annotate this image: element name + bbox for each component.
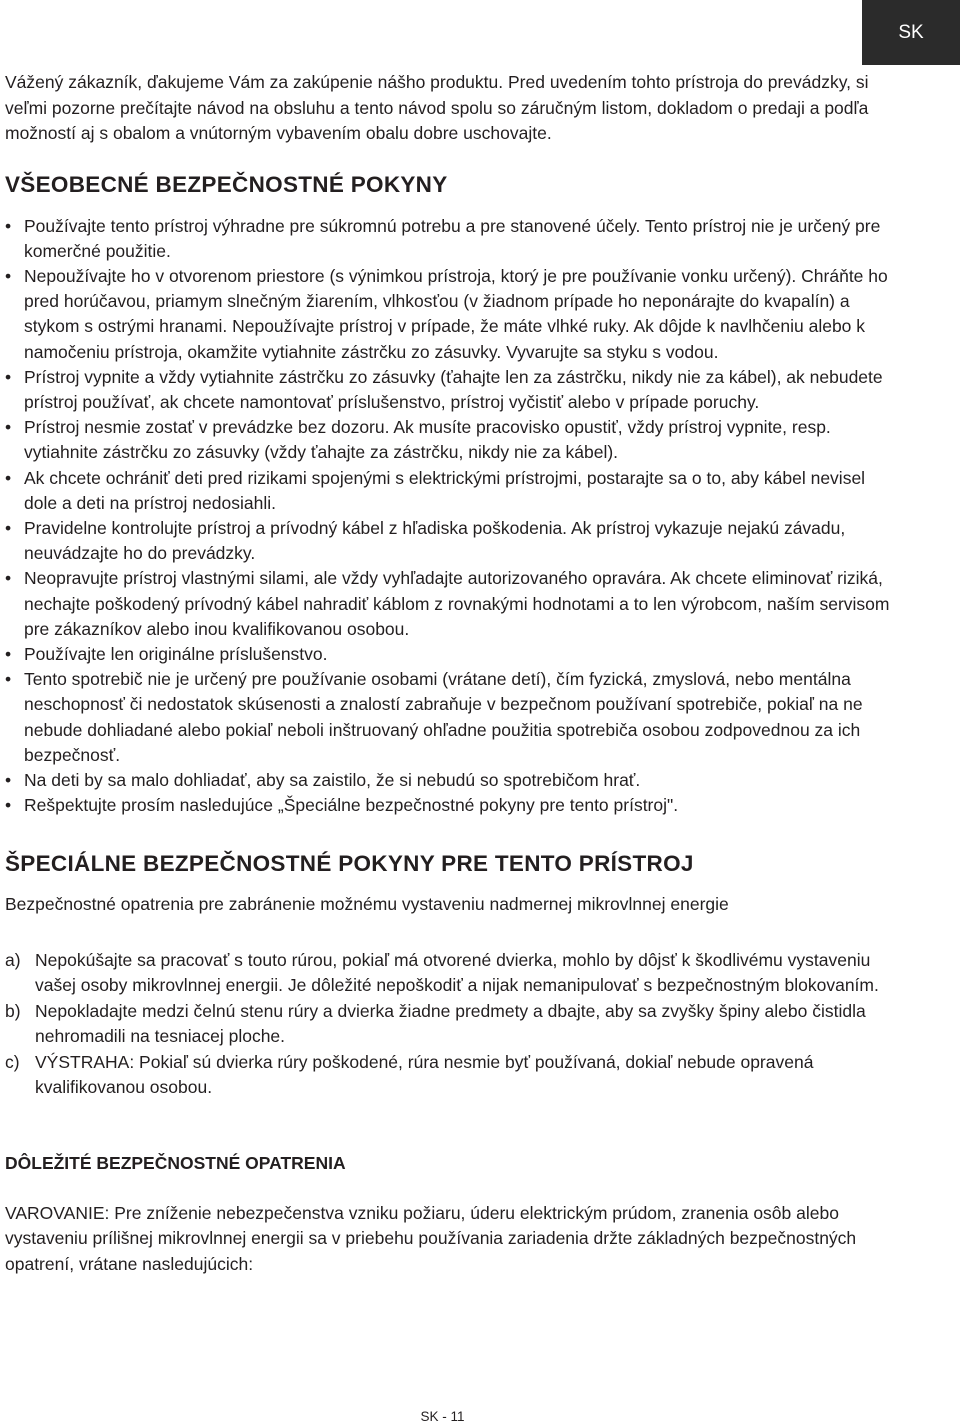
warning-paragraph: VAROVANIE: Pre zníženie nebezpečenstva vzniku požiaru, úderu elektrickým prúdom, zranenia osôb alebo vystaveniu prílišnej mikrovlnnej energii sa v priebehu používania zariadenia držte základných bezpečnostných opatrení, vrátane nasledujúcich:	[5, 1202, 857, 1274]
important-precautions-heading: DÔLEŽITÉ BEZPEČNOSTNÉ OPATRENIA	[5, 1152, 346, 1173]
list-marker: c)	[5, 1051, 20, 1072]
list-item: • Používajte tento prístroj výhradne pre súkromnú potrebu a pre stanovené účely. Tento prístroj nie je určený pre komerčné použitie.	[5, 214, 890, 264]
list-item: • Neopravujte prístroj vlastnými silami, ale vždy vyhľadajte autorizovaného opravára. Ak chcete eliminovať riziká, nechajte poškodený prívodný kábel nahradiť káblom z rovnakými hodnotami a to len výrobcom, naším servisom pre zákazníkov alebo inou kvalifikovanou osobou.	[5, 566, 890, 642]
list-item-text: Nepokúšajte sa pracovať s touto rúrou, pokiaľ má otvorené dvierka, mohlo by dôjsť k škodlivému vystaveniu vašej osoby mikrovlnnej energii. Je dôležité nepoškodiť a nijak nemanipulovať s bezpečnostným blokovaním.	[35, 949, 879, 996]
list-item-text: Nepokladajte medzi čelnú stenu rúry a dvierka žiadne predmety a dbajte, aby sa zvyšky špiny alebo čistidla nehromadili na tesniacej ploche.	[35, 1000, 866, 1047]
general-safety-heading: VŠEOBECNÉ BEZPEČNOSTNÉ POKYNY	[5, 171, 448, 197]
special-safety-subtitle: Bezpečnostné opatrenia pre zabránenie možnému vystaveniu nadmernej mikrovlnnej energie	[5, 894, 729, 915]
list-item	[5, 999, 890, 1050]
list-item: • Pravidelne kontrolujte prístroj a prívodný kábel z hľadiska poškodenia. Ak prístroj vykazuje nejakú závadu, neuvádzajte ho do prevádzky.	[5, 516, 890, 566]
special-safety-list	[5, 948, 890, 1101]
page-content	[5, 68, 890, 1277]
language-tab: SK	[862, 0, 960, 65]
list-item: • Ak chcete ochrániť deti pred rizikami spojenými s elektrickými prístrojmi, postarajte sa o to, aby kábel nevisel dole a deti na prístroj nedosiahli.	[5, 466, 890, 516]
list-item-text: VÝSTRAHA: Pokiaľ sú dvierka rúry poškodené, rúra nesmie byť používaná, dokiaľ nebude opravená kvalifikovanou osobou.	[35, 1051, 814, 1098]
list-marker: b)	[5, 1000, 21, 1021]
list-item	[5, 1050, 890, 1101]
special-safety-heading: ŠPECIÁLNE BEZPEČNOSTNÉ POKYNY PRE TENTO PRÍSTROJ	[5, 851, 694, 877]
list-marker: a)	[5, 949, 21, 970]
list-item: • Na deti by sa malo dohliadať, aby sa zaistilo, že si nebudú so spotrebičom hrať.	[5, 768, 890, 793]
list-item: • Prístroj nesmie zostať v prevádzke bez dozoru. Ak musíte pracovisko opustiť, vždy prístroj vypnite, resp. vytiahnite zástrčku zo zásuvky (vždy ťahajte za zástrčku, nikdy nie za kábel).	[5, 415, 890, 465]
list-item	[5, 948, 890, 999]
list-item: • Rešpektujte prosím nasledujúce „Špeciálne bezpečnostné pokyny pre tento prístroj".	[5, 793, 890, 818]
general-safety-list	[5, 214, 890, 819]
page-number: SK - 11	[420, 1409, 465, 1424]
list-item: • Prístroj vypnite a vždy vytiahnite zástrčku zo zásuvky (ťahajte len za zástrčku, nikdy nie za kábel), ak nebudete prístroj používať, ak chcete namontovať príslušenstvo, prístroj vyčistiť alebo v prípade poruchy.	[5, 365, 890, 415]
list-item: • Používajte len originálne príslušenstvo.	[5, 642, 890, 667]
intro-paragraph: Vážený zákazník, ďakujeme Vám za zakúpenie nášho produktu. Pred uvedením tohto prístroja do prevádzky, si veľmi pozorne prečítajte návod na obsluhu a tento návod spolu so záručným listom, dokladom o predaji a podľa možností aj s obalom a vnútorným vybavením obalu dobre uschovajte.	[5, 72, 869, 143]
list-item: • Tento spotrebič nie je určený pre používanie osobami (vrátane detí), čím fyzická, zmyslová, nebo mentálna neschopnosť či nedostatok skúsenosti a znalostí zabraňuje v bezpečnom používaní spotrebiče, pokiaľ na ne nebude dohliadané alebo pokiaľ neboli inštruovaný ohľadne použitia spotrebiča osobou zodpovednou za ich bezpečnosť.	[5, 667, 890, 768]
list-item: • Nepoužívajte ho v otvorenom priestore (s výnimkou prístroja, ktorý je pre používanie vonku určený). Chráňte ho pred horúčavou, priamym slnečným žiarením, vlhkosťou (v žiadnom prípade ho neponárajte do kvapalín) a stykom s ostrými hranami. Nepoužívajte prístroj v prípade, že máte vlhké ruky. Ak dôjde k navlhčeniu alebo k namočeniu prístroja, okamžite vytiahnite zástrčku zo zásuvky. Vyvarujte sa styku s vodou.	[5, 264, 890, 365]
